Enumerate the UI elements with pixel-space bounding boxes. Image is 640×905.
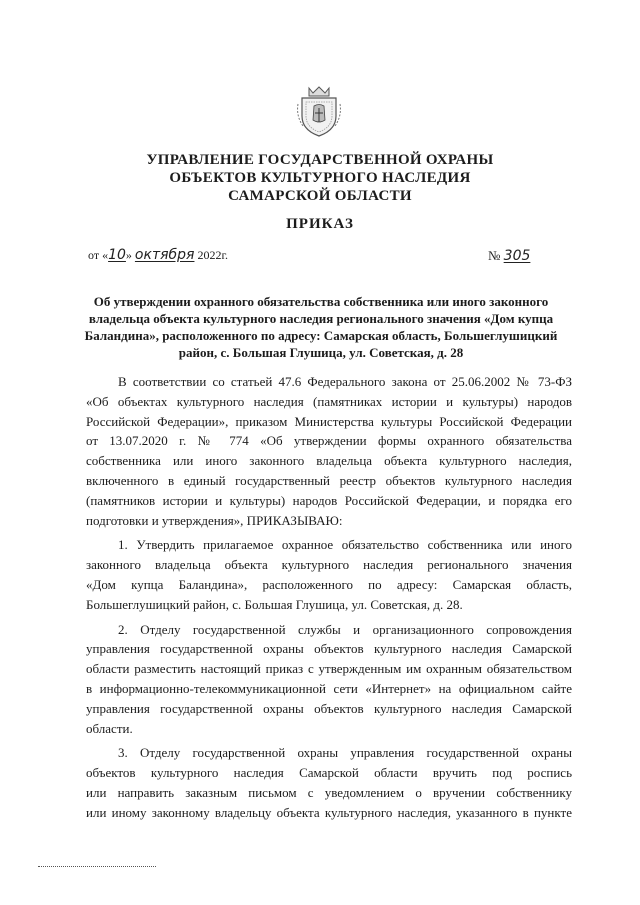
clause-3-line: 3. Отделу государственной охраны управления государственной охраны	[118, 745, 572, 761]
date-day: 10	[108, 247, 126, 263]
preamble-line: В соответствии со статьей 47.6 Федерального закона от 25.06.2002 № 73-ФЗ	[118, 374, 572, 389]
clause-1-line: 1. Утвердить прилагаемое охранное обязательство собственника или иного	[118, 537, 572, 553]
order-body	[86, 372, 572, 823]
order-date	[88, 247, 228, 263]
clause-3-line: или иному законному владельцу объекта культурного наследия, указанного в пункте	[86, 804, 572, 820]
clause-1-line: Большеглушицкий район, с. Большая Глушица, ул. Советская, д. 28.	[86, 596, 463, 612]
samara-coat-of-arms-icon	[295, 86, 343, 138]
preamble-line: от 13.07.2020 г. № 774 «Об утверждении формы охранного обязательства	[86, 433, 572, 449]
date-mid: »	[125, 248, 135, 262]
order-subject	[82, 293, 560, 361]
clause-1-line: законного владельца объекта культурного наследия регионального значения	[86, 557, 572, 573]
clause-2-line: области.	[86, 720, 133, 736]
clause-3-line: объектов культурного наследия Самарской области вручить под роспись	[86, 765, 572, 781]
subject-line-2: владельца объекта культурного наследия регионального значения «Дом купца	[88, 311, 554, 326]
order-number	[488, 248, 530, 264]
clause-2-line: области разместить настоящий приказ с утвержденным им охранным обязательством	[86, 661, 572, 677]
preamble-line: собственника или иного законного владельца объекта культурного наследия,	[86, 453, 572, 469]
subject-line-3: Баландина», расположенного по адресу: Самарская область, Большеглушицкий	[84, 328, 558, 343]
clause-1-line: «Дом купца Баландина», расположенного по адресу: Самарская область,	[86, 576, 572, 592]
date-suffix: г.	[221, 248, 229, 262]
clause-2-line: в информационно-телекоммуникационной сети «Интернет» на официальном сайте	[86, 680, 572, 696]
preamble-line: «Об объектах культурного наследия (памятниках истории и культуры) народов	[86, 393, 572, 409]
footer-divider	[38, 866, 156, 867]
preamble-line: Российской Федерации», приказом Министерства культуры Российской Федерации	[86, 413, 572, 429]
number-value: 305	[503, 248, 531, 264]
subject-line-4: район, с. Большая Глушица, ул. Советская, д. 28	[178, 345, 464, 360]
document-type: ПРИКАЗ	[286, 216, 354, 232]
organization-name	[0, 151, 640, 205]
org-line-2: ОБЪЕКТОВ КУЛЬТУРНОГО НАСЛЕДИЯ	[169, 170, 471, 186]
date-month: октября	[134, 247, 195, 263]
preamble-line: (памятников истории и культуры) народов Российской Федерации, и порядка его	[86, 492, 572, 508]
date-prefix: от «	[88, 248, 109, 262]
clause-2-line: 2. Отделу государственной службы и организационного сопровождения	[118, 621, 572, 637]
number-prefix: №	[488, 248, 501, 263]
clause-2-line: управления государственной охраны объектов культурного наследия Самарской	[86, 700, 572, 716]
org-line-1: УПРАВЛЕНИЕ ГОСУДАРСТВЕННОЙ ОХРАНЫ	[146, 152, 494, 168]
preamble-line: включенного в единый государственный реестр объектов культурного наследия	[86, 472, 572, 488]
preamble-line: подготовки и утверждения», ПРИКАЗЫВАЮ:	[86, 512, 343, 528]
clause-3-line: или направить заказным письмом с уведомлением о вручении собственнику	[86, 784, 572, 800]
subject-line-1: Об утверждении охранного обязательства собственника или иного законного	[93, 294, 549, 309]
clause-2-line: управления государственной охраны объектов культурного наследия Самарской	[86, 641, 572, 657]
org-line-3: САМАРСКОЙ ОБЛАСТИ	[228, 188, 412, 204]
date-year: 2022	[197, 248, 222, 262]
